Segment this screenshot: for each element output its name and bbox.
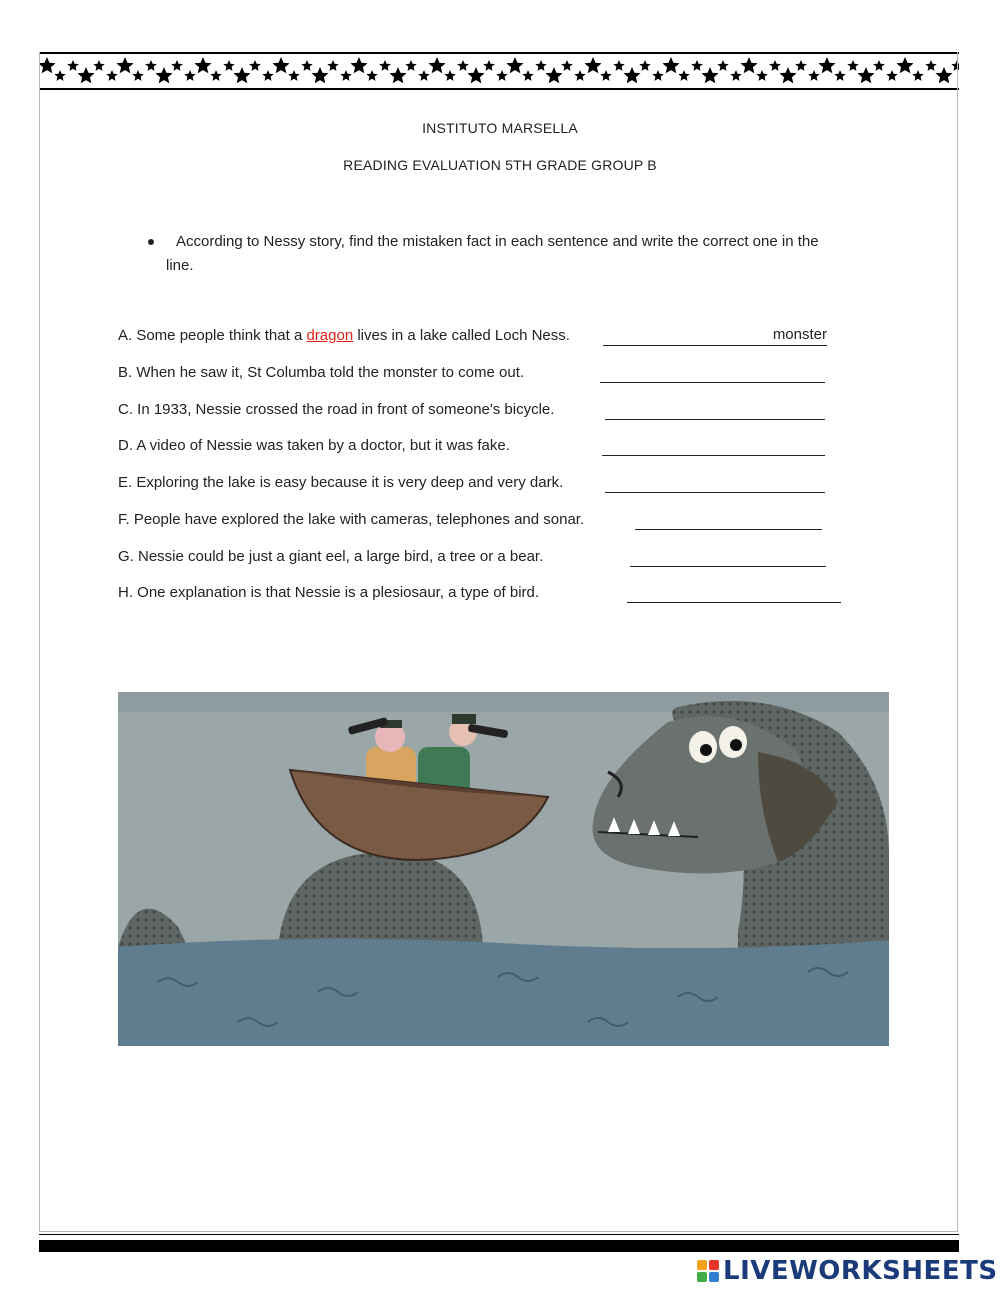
bullet-icon bbox=[148, 239, 154, 245]
sentence-g: G. Nessie could be just a giant eel, a large bird, a tree or a bear. bbox=[118, 548, 544, 565]
answer-field-f[interactable] bbox=[635, 509, 822, 530]
logo-text: LIVEWORKSHEETS bbox=[723, 1256, 998, 1286]
bottom-rule-thick bbox=[39, 1240, 959, 1252]
logo-block-l bbox=[697, 1260, 707, 1270]
page-frame bbox=[39, 52, 958, 1232]
answer-field-d[interactable] bbox=[602, 435, 825, 456]
answer-field-e[interactable] bbox=[605, 472, 825, 493]
sentence-h: H. One explanation is that Nessie is a plesiosaur, a type of bird. bbox=[118, 584, 540, 601]
answer-field-c[interactable] bbox=[605, 399, 825, 420]
logo-block-i bbox=[709, 1260, 719, 1270]
instruction-line-2: line. bbox=[166, 257, 194, 274]
bottom-rule-thin bbox=[39, 1234, 959, 1235]
sentence-a-pre: A. Some people think that a bbox=[118, 327, 307, 344]
answer-a-value: monster bbox=[772, 326, 827, 343]
logo-blocks-icon bbox=[697, 1260, 719, 1282]
nessie-illustration bbox=[118, 692, 889, 1046]
answer-field-h[interactable] bbox=[627, 582, 841, 603]
school-name: INSTITUTO MARSELLA bbox=[422, 120, 578, 136]
lake-water bbox=[118, 939, 889, 1046]
sentence-d: D. A video of Nessie was taken by a doctor, but it was fake. bbox=[118, 437, 510, 454]
instruction-line-1: According to Nessy story, find the mistaken fact in each sentence and write the correct one in the bbox=[176, 233, 819, 250]
sentence-a-post: lives in a lake called Loch Ness. bbox=[353, 327, 570, 344]
instruction-text bbox=[166, 230, 888, 278]
sentence-b: B. When he saw it, St Columba told the monster to come out. bbox=[118, 364, 525, 381]
logo-block-v bbox=[697, 1272, 707, 1282]
answer-field-a[interactable] bbox=[603, 325, 827, 346]
evaluation-title: READING EVALUATION 5TH GRADE GROUP B bbox=[343, 157, 657, 173]
liveworksheets-logo bbox=[697, 1256, 998, 1286]
sentence-a-highlight: dragon bbox=[306, 327, 354, 344]
sentence-c: C. In 1933, Nessie crossed the road in front of someone's bicycle. bbox=[118, 401, 555, 418]
sentence-f: F. People have explored the lake with cameras, telephones and sonar. bbox=[118, 511, 585, 528]
sentence-e: E. Exploring the lake is easy because it is very deep and very dark. bbox=[118, 474, 564, 491]
answer-field-g[interactable] bbox=[630, 546, 826, 567]
answer-field-b[interactable] bbox=[600, 362, 825, 383]
sentence-a bbox=[118, 327, 570, 344]
logo-block-e bbox=[709, 1272, 719, 1282]
